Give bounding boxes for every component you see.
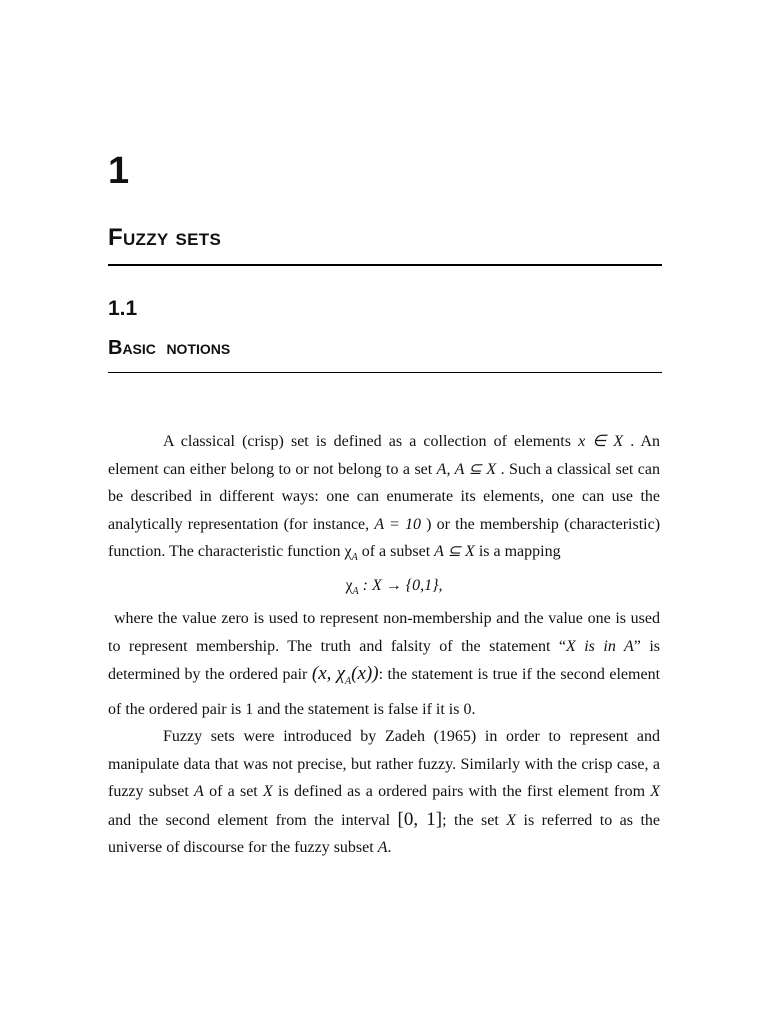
paragraph-crisp-set: A classical (crisp) set is defined as a collection of elements x ∈ X . An element can either belong to or not belong to a set A, A ⊆ X . Such a classical set can be described in different ways: one can enumerate its elements, one can use the analytically representation (for instance, A = 10 ) or the membership (characteristic) function. The characteristic function $\chi_A$ of a subset A ⊆ X is a mapping [108,433,661,564]
section-number: 1.1 [108,297,138,320]
chapter-title: Fuzzy sets [108,224,222,251]
characteristic-function-equation: $\chi_A$ : X → {0,1}, [345,576,443,597]
chapter-number: 1 [108,150,130,192]
body-text [108,428,660,862]
chapter-divider [108,264,662,266]
section-divider [108,372,662,373]
paragraph-fuzzy-sets: Fuzzy sets were introduced by Zadeh (1965) in order to represent and manipulate data that was not precise, but rather fuzzy. Similarly with the crisp case, a fuzzy subset A of a set X is defined as a ordered pairs with the first element from X and the second element from the interval [0, 1]; the set X is referred to as the universe of discourse for the fuzzy subset A. [108,728,661,857]
section-title: Basic notions [108,337,231,359]
paragraph-membership: where the value zero is used to represent non-membership and the value one is used to represent membership. The truth and falsity of the statement “X is in A” is determined by the ordered pair (x, $\chi_A(x)$): the statement is true if the second element of the ordered pair is 1 and the statement is false if it is 0. [108,610,661,718]
